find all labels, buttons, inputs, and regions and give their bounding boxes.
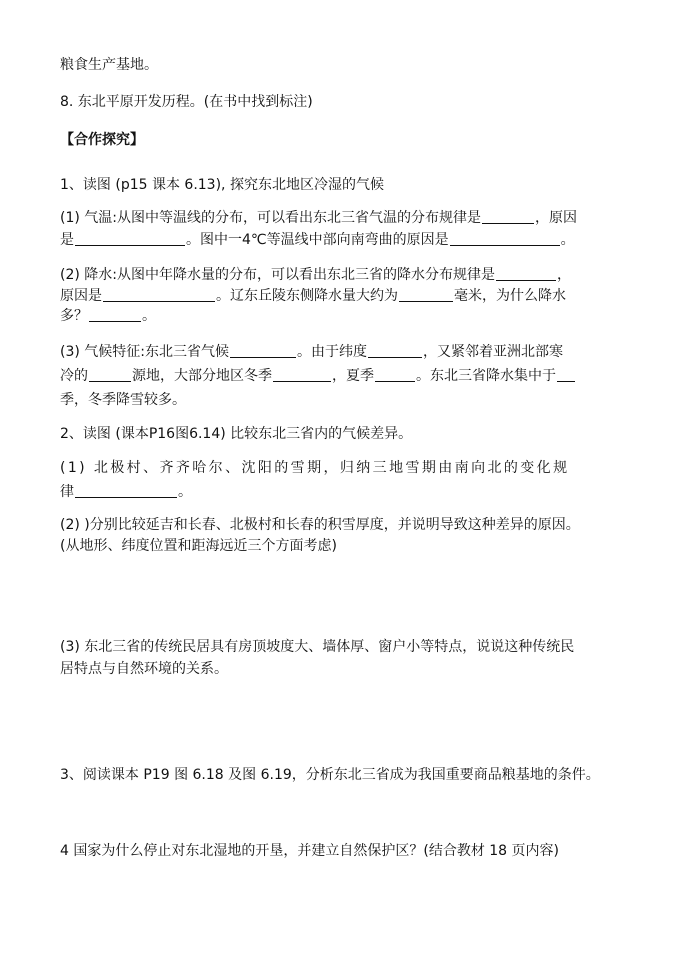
question-1: [60, 175, 384, 195]
text: 2、读图 (课本P16图6.14) 比较东北三省内的气候差异。: [60, 426, 413, 442]
question-1-1-line-1: [60, 208, 577, 228]
question-3: [60, 765, 600, 785]
answer-blank[interactable]: [368, 343, 422, 358]
question-1-2-line-3: [60, 306, 156, 326]
text: ，: [557, 267, 571, 283]
question-4: [60, 841, 559, 861]
text-line: [60, 92, 313, 112]
answer-blank[interactable]: [103, 287, 215, 302]
text: (2) 降水:从图中年降水量的分布，可以看出东北三省的降水分布规律是: [60, 267, 495, 283]
text: ，又紧邻着亚洲北部寒: [423, 344, 563, 360]
text: 1、读图 (p15 课本 6.13), 探究东北地区冷湿的气候: [60, 177, 384, 193]
text: 8. 东北平原开发历程。(在书中找到标注): [60, 94, 313, 110]
text: 多？: [60, 308, 88, 324]
answer-blank[interactable]: [450, 231, 560, 246]
text: 。: [142, 308, 156, 324]
text: 。由于纬度: [297, 344, 367, 360]
answer-blank[interactable]: [75, 483, 177, 498]
question-2-2-line-2: [60, 536, 337, 556]
text: ，原因: [535, 210, 577, 226]
section-heading: [60, 130, 144, 150]
text: 原因是: [60, 288, 102, 304]
answer-blank[interactable]: [273, 367, 331, 382]
text: (1) 气温:从图中等温线的分布，可以看出东北三省气温的分布规律是: [60, 210, 481, 226]
text: 是: [60, 232, 74, 248]
text: ，夏季: [332, 368, 374, 384]
text: 。: [560, 232, 575, 248]
heading-text: 【合作探究】: [60, 132, 144, 148]
text: 律: [60, 484, 74, 500]
question-1-3-line-1: [60, 342, 563, 362]
question-1-3-line-2: [60, 366, 576, 386]
text: 4 国家为什么停止对东北湿地的开垦，并建立自然保护区？(结合教材 18 页内容): [60, 843, 559, 859]
question-1-2-line-1: [60, 265, 571, 285]
text: 。辽东丘陵东侧降水量大约为: [216, 288, 398, 304]
question-1-1-line-2: [60, 230, 575, 250]
answer-blank[interactable]: [496, 266, 556, 281]
question-2-3-line-1: [60, 637, 574, 657]
answer-blank[interactable]: [557, 367, 575, 382]
text: 源地，大部分地区冬季: [132, 368, 272, 384]
text: 冷的: [60, 368, 88, 384]
text: 季，冬季降雪较多。: [60, 392, 186, 408]
question-2-1-line-2: [60, 482, 192, 502]
text: 居特点与自然环境的关系。: [60, 661, 228, 677]
text: 。: [178, 484, 192, 500]
text: (2) )分别比较延吉和长春、北极村和长春的积雪厚度，并说明导致这种差异的原因。: [60, 517, 580, 533]
question-1-2-line-2: [60, 286, 566, 306]
text: 毫米，为什么降水: [454, 288, 566, 304]
text: (3) 气候特征:东北三省气候: [60, 344, 229, 360]
text: 。图中一4℃等温线中部向南弯曲的原因是: [186, 232, 449, 248]
question-2-3-line-2: [60, 659, 228, 679]
answer-blank[interactable]: [230, 343, 296, 358]
text: (1) 北极村、齐齐哈尔、沈阳的雪期，归纳三地雪期由南向北的变化规: [60, 460, 570, 476]
answer-blank[interactable]: [89, 307, 141, 322]
answer-blank[interactable]: [399, 287, 453, 302]
answer-blank[interactable]: [75, 231, 185, 246]
question-2-1-line-1: [60, 458, 569, 478]
text: 。东北三省降水集中于: [416, 368, 556, 384]
text: 3、阅读课本 P19 图 6.18 及图 6.19，分析东北三省成为我国重要商品粮基地的条件。: [60, 767, 600, 783]
text: (从地形、纬度位置和距海远近三个方面考虑): [60, 538, 337, 554]
answer-blank[interactable]: [482, 209, 534, 224]
question-1-3-line-3: [60, 390, 186, 410]
question-2: [60, 424, 412, 444]
text: (3) 东北三省的传统民居具有房顶坡度大、墙体厚、窗户小等特点，说说这种传统民: [60, 639, 575, 655]
text-line: [60, 55, 158, 75]
answer-blank[interactable]: [89, 367, 131, 382]
question-2-2-line-1: [60, 515, 580, 535]
text: 粮食生产基地。: [60, 57, 158, 73]
answer-blank[interactable]: [375, 367, 415, 382]
